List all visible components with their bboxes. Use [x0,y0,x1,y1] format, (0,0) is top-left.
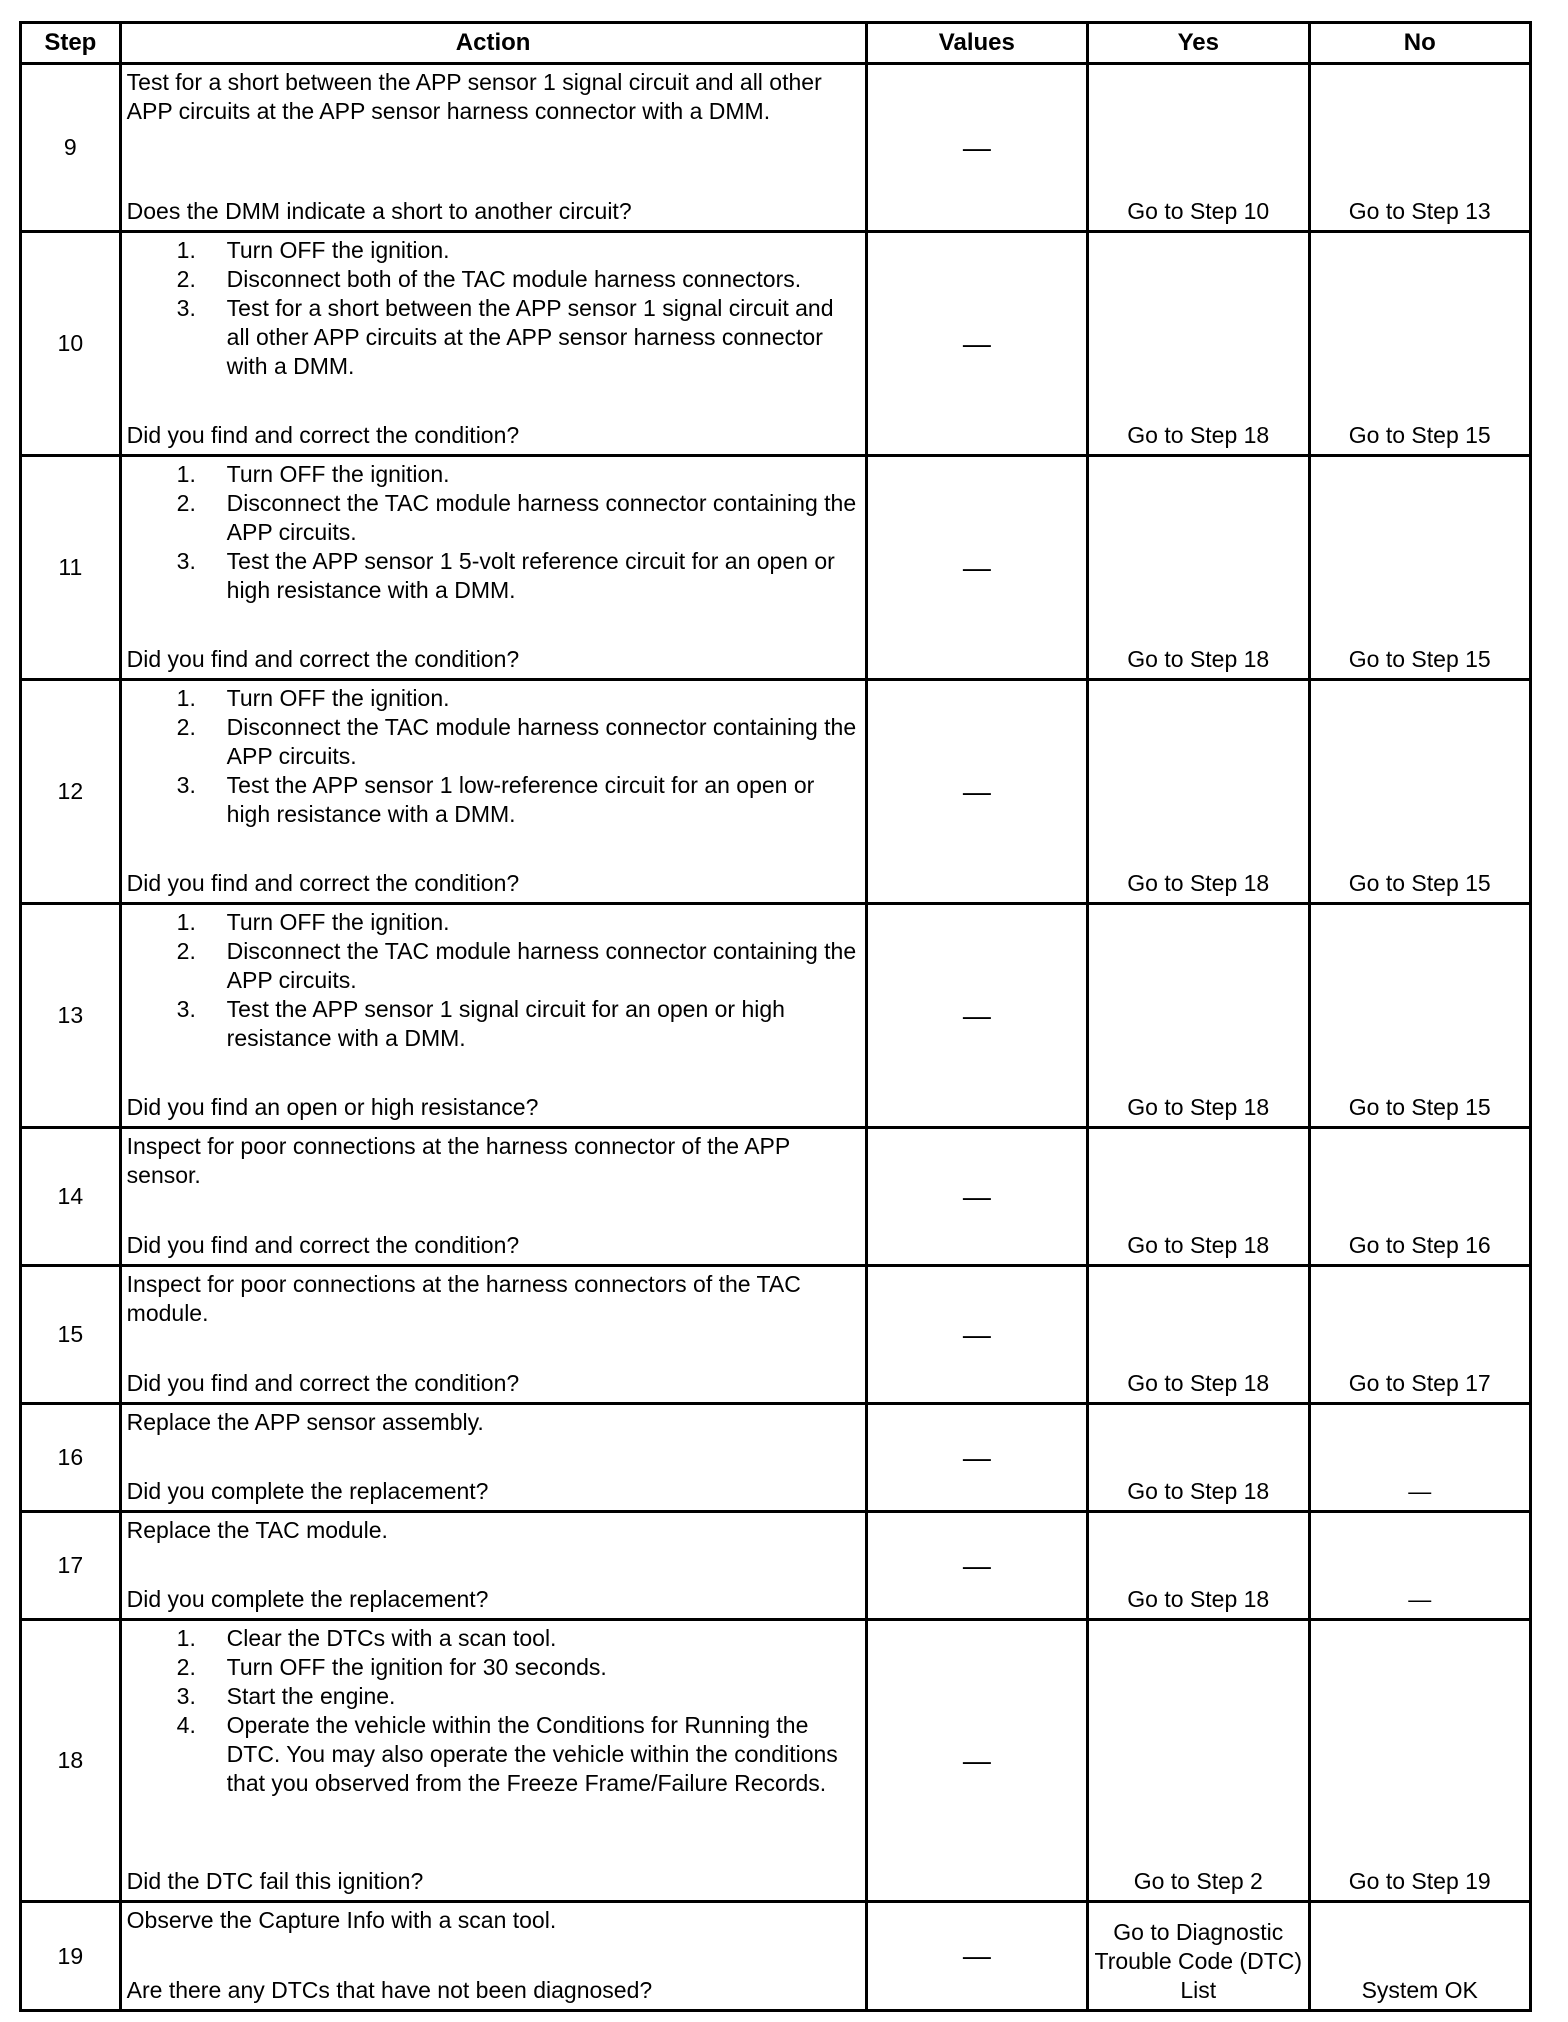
list-item-number: 2. [176,1654,196,1680]
list-item [127,1624,861,1653]
table-row [21,680,1531,904]
header-values: Values [866,23,1087,64]
list-item-text: Test the APP sensor 1 low-reference circuit for an open or high resistance with a DMM. [226,772,815,827]
yes-cell: Go to Diagnostic Trouble Code (DTC) List [1088,1902,1309,2011]
action-question: Does the DMM indicate a short to another circuit? [126,198,632,224]
action-cell [120,904,866,1128]
no-cell: Go to Step 17 [1309,1266,1531,1404]
no-cell: Go to Step 15 [1309,680,1531,904]
values-cell: — [866,680,1087,904]
list-item-text: Turn OFF the ignition. [226,461,450,487]
list-item-text: Clear the DTCs with a scan tool. [226,1625,557,1651]
action-question: Did you find and correct the condition? [126,1232,520,1258]
action-text: Replace the TAC module. [126,1517,388,1543]
no-cell: — [1309,1512,1531,1620]
step-number: 18 [21,1620,121,1902]
table-row [21,1512,1531,1620]
values-cell: — [866,232,1087,456]
values-cell: — [866,1266,1087,1404]
list-item [127,1653,861,1682]
step-number: 12 [21,680,121,904]
action-question: Did you find and correct the condition? [126,1370,520,1396]
no-cell: Go to Step 13 [1309,64,1531,232]
step-number: 11 [21,456,121,680]
list-item-number: 1. [176,909,196,935]
action-cell [120,64,866,232]
list-item [127,1711,861,1798]
values-cell: — [866,1404,1087,1512]
action-text: Inspect for poor connections at the harness connector of the APP sensor. [126,1133,790,1188]
list-item [127,265,861,294]
list-item-number: 2. [176,266,196,292]
yes-cell: Go to Step 18 [1088,1404,1309,1512]
action-question: Did you find and correct the condition? [126,870,520,896]
list-item-number: 1. [176,685,196,711]
list-item-number: 4. [176,1712,196,1738]
action-cell [120,1512,866,1620]
yes-cell: Go to Step 18 [1088,232,1309,456]
step-number: 15 [21,1266,121,1404]
table-row [21,1404,1531,1512]
yes-cell: Go to Step 18 [1088,904,1309,1128]
list-item-text: Test the APP sensor 1 signal circuit for an open or high resistance with a DMM. [226,996,785,1051]
no-cell: System OK [1309,1902,1531,2011]
yes-cell: Go to Step 18 [1088,680,1309,904]
list-item-number: 2. [176,714,196,740]
action-question: Did you find an open or high resistance? [126,1094,539,1120]
list-item-number: 3. [176,548,196,574]
list-item-number: 1. [176,461,196,487]
action-steps-list [127,908,861,1053]
yes-cell: Go to Step 18 [1088,1128,1309,1266]
diagnostic-table [19,21,1532,2012]
action-question: Did the DTC fail this ignition? [126,1868,424,1894]
list-item [127,908,861,937]
action-cell [120,680,866,904]
list-item-number: 3. [176,295,196,321]
action-steps-list [127,1624,861,1798]
list-item-text: Start the engine. [226,1683,396,1709]
list-item [127,771,861,829]
step-number: 10 [21,232,121,456]
list-item [127,937,861,995]
values-cell: — [866,64,1087,232]
list-item-text: Operate the vehicle within the Conditions for Running the DTC. You may also operate the vehicle within the conditions that you observed from the Freeze Frame/Failure Records. [226,1712,838,1796]
table-row [21,232,1531,456]
step-number: 19 [21,1902,121,2011]
header-yes: Yes [1088,23,1309,64]
no-cell: Go to Step 15 [1309,232,1531,456]
list-item-text: Disconnect the TAC module harness connector containing the APP circuits. [226,714,857,769]
list-item-text: Turn OFF the ignition. [226,237,450,263]
list-item [127,1682,861,1711]
table-row [21,1620,1531,1902]
values-cell: — [866,1902,1087,2011]
list-item-text: Turn OFF the ignition. [226,909,450,935]
table-row [21,904,1531,1128]
no-cell: Go to Step 15 [1309,904,1531,1128]
action-steps-list [127,684,861,829]
action-question: Did you complete the replacement? [126,1586,489,1612]
list-item [127,489,861,547]
step-number: 14 [21,1128,121,1266]
step-number: 16 [21,1404,121,1512]
list-item [127,294,861,381]
action-steps-list [127,460,861,605]
list-item-number: 3. [176,996,196,1022]
values-cell: — [866,1128,1087,1266]
list-item-number: 1. [176,237,196,263]
action-steps-list [127,236,861,381]
list-item-number: 1. [176,1625,196,1651]
list-item-text: Test for a short between the APP sensor 1 signal circuit and all other APP circuits at the APP sensor harness connector with a DMM. [226,295,834,379]
action-cell [120,232,866,456]
action-cell [120,1902,866,2011]
action-cell [120,456,866,680]
values-cell: — [866,456,1087,680]
no-cell: Go to Step 16 [1309,1128,1531,1266]
list-item-text: Disconnect the TAC module harness connector containing the APP circuits. [226,938,857,993]
action-cell [120,1404,866,1512]
list-item-number: 3. [176,1683,196,1709]
values-cell: — [866,1512,1087,1620]
list-item [127,460,861,489]
values-cell: — [866,904,1087,1128]
action-question: Did you find and correct the condition? [126,422,520,448]
yes-cell: Go to Step 18 [1088,456,1309,680]
header-step: Step [21,23,121,64]
list-item [127,713,861,771]
action-cell [120,1128,866,1266]
list-item-text: Disconnect both of the TAC module harness connectors. [226,266,802,292]
action-cell [120,1266,866,1404]
step-number: 13 [21,904,121,1128]
yes-cell: Go to Step 18 [1088,1512,1309,1620]
table-row [21,456,1531,680]
list-item-text: Disconnect the TAC module harness connector containing the APP circuits. [226,490,857,545]
list-item-text: Test the APP sensor 1 5-volt reference circuit for an open or high resistance with a DMM. [226,548,835,603]
header-action: Action [120,23,866,64]
list-item-number: 2. [176,938,196,964]
action-question: Did you find and correct the condition? [126,646,520,672]
list-item-text: Turn OFF the ignition. [226,685,450,711]
action-cell [120,1620,866,1902]
header-no: No [1309,23,1531,64]
values-cell: — [866,1620,1087,1902]
no-cell: Go to Step 19 [1309,1620,1531,1902]
action-question: Did you complete the replacement? [126,1478,489,1504]
list-item [127,995,861,1053]
table-row [21,1902,1531,2011]
action-text: Observe the Capture Info with a scan tool. [126,1907,557,1933]
table-row [21,1266,1531,1404]
action-question: Are there any DTCs that have not been diagnosed? [126,1977,653,2003]
yes-cell: Go to Step 18 [1088,1266,1309,1404]
yes-cell: Go to Step 2 [1088,1620,1309,1902]
no-cell: Go to Step 15 [1309,456,1531,680]
action-text: Inspect for poor connections at the harness connectors of the TAC module. [126,1271,801,1326]
list-item [127,236,861,265]
action-text: Replace the APP sensor assembly. [126,1409,484,1435]
action-text: Test for a short between the APP sensor 1 signal circuit and all other APP circuits at the APP sensor harness connector with a DMM. [126,69,822,124]
list-item [127,547,861,605]
step-number: 9 [21,64,121,232]
yes-cell: Go to Step 10 [1088,64,1309,232]
no-cell: — [1309,1404,1531,1512]
list-item-number: 2. [176,490,196,516]
table-row [21,1128,1531,1266]
header-row [21,23,1531,64]
list-item [127,684,861,713]
list-item-text: Turn OFF the ignition for 30 seconds. [226,1654,607,1680]
table-row [21,64,1531,232]
list-item-number: 3. [176,772,196,798]
table-body [21,64,1531,2011]
step-number: 17 [21,1512,121,1620]
